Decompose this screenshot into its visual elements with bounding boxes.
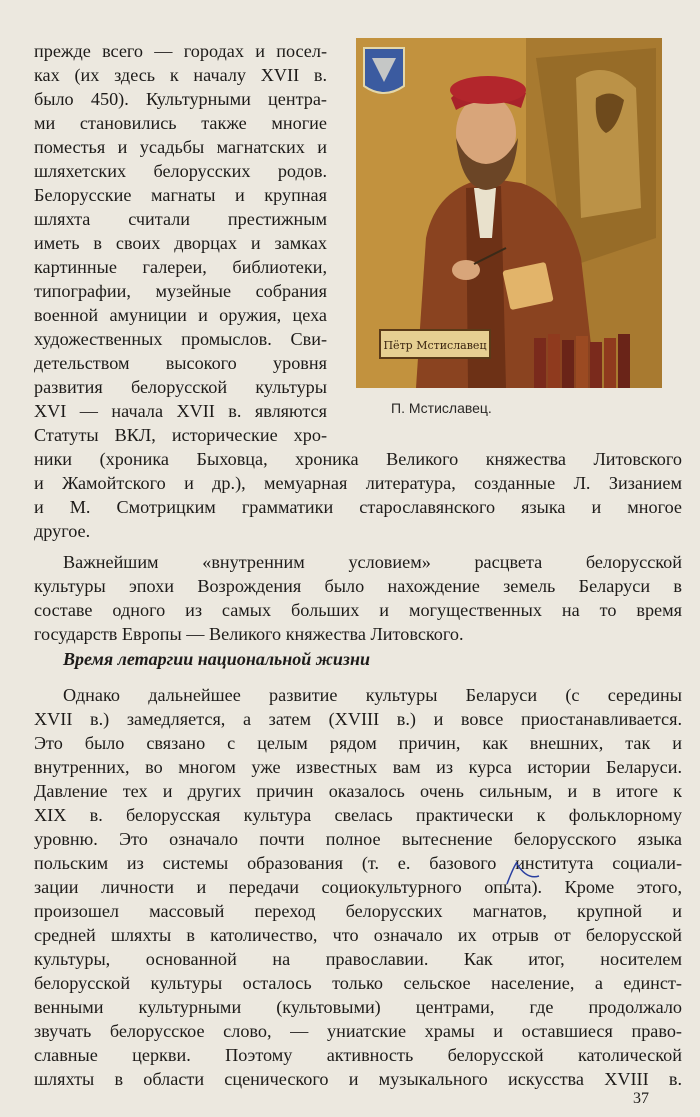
text-line: Однако дальнейшее развитие культуры Беларуси (с середины <box>63 685 682 705</box>
text-line: развития белорусской культуры <box>34 377 327 397</box>
text-line: произошел массовый переход белорусских магнатов, крупной и <box>34 901 682 921</box>
text-line: прежде всего — городах и посел- <box>34 41 327 61</box>
text-line: венными культурными (культовыми) центрами, где продолжало <box>34 997 682 1017</box>
text-line: звучать белорусское слово, — униатские храмы и оставшиеся право- <box>34 1021 682 1041</box>
text-line: белорусской культуры осталось только сельское население, а единст- <box>34 973 682 993</box>
text-line: и М. Смотрицким грамматики старославянского языка и многое <box>34 497 682 517</box>
text-line: Важнейшим «внутренним условием» расцвета белорусской <box>63 552 682 572</box>
text-line: шляхетских белорусских родов. <box>34 161 327 181</box>
text-line: уровню. Это означало почти полное вытеснение белорусского языка <box>34 829 682 849</box>
figure-caption: П. Мстиславец. <box>391 400 492 416</box>
text-line: шляхта считали престижным <box>34 209 327 229</box>
text-line: шляхты в области сценического и музыкального искусства XVIII в. <box>34 1069 682 1089</box>
text-line: славные церкви. Поэтому активность белорусской католической <box>34 1045 682 1065</box>
text-line: Белорусские магнаты и крупная <box>34 185 327 205</box>
text-line: и Жамойтского и др.), мемуарная литература, созданные Л. Зизанием <box>34 473 682 493</box>
text-line: ми становились также многие <box>34 113 327 133</box>
text-line: XIX в. белорусская культура свелась практически к фольклорному <box>34 805 682 825</box>
text-line: культуры, основанной на православии. Как итог, носителем <box>34 949 682 969</box>
text-line: Статуты ВКЛ, исторические хро- <box>34 425 327 445</box>
text-line: ках (их здесь к началу XVII в. <box>34 65 327 85</box>
text-line: XVII в.) замедляется, а затем (XVIII в.) и вовсе приостанавливается. <box>34 709 682 729</box>
text-line: зации личности и передачи социокультурного опыта). Кроме этого, <box>34 877 682 897</box>
portrait-plaque-text: Пётр Мстиславец <box>383 339 487 352</box>
text-line: XVI — начала XVII в. являются <box>34 401 327 421</box>
pen-mark-annotation <box>503 858 543 888</box>
text-line: картинные галереи, библиотеки, <box>34 257 327 277</box>
text-line: культуры эпохи Возрождения было нахождение земель Беларуси в <box>34 576 682 596</box>
text-line: внутренних, во многом уже известных вам из курса истории Беларуси. <box>34 757 682 777</box>
text-line: Это было связано с целым рядом причин, как внешних, так и <box>34 733 682 753</box>
text-line: государств Европы — Великого княжества Литовского. <box>34 624 464 644</box>
text-line: поместья и усадьбы магнатских и <box>34 137 327 157</box>
section-heading: Время летаргии национальной жизни <box>63 649 370 669</box>
text-line: другое. <box>34 521 91 541</box>
page-number: 37 <box>633 1090 649 1107</box>
text-line: ники (хроника Быховца, хроника Великого княжества Литовского <box>34 449 682 469</box>
portrait-illustration <box>356 38 662 388</box>
text-line: типографии, музейные собрания <box>34 281 327 301</box>
text-line: художественных промыслов. Сви- <box>34 329 327 349</box>
text-line: составе одного из самых больших и могущественных на то время <box>34 600 682 620</box>
text-line: средней шляхты в католичество, что означало их отрыв от белорусской <box>34 925 682 945</box>
text-line: иметь в своих дворцах и замках <box>34 233 327 253</box>
text-line: военной амуниции и оружия, цеха <box>34 305 327 325</box>
text-line: Давление тех и других причин оказалось очень сильным, и в итоге к <box>34 781 682 801</box>
text-line: польским из системы образования (т. е. базового института социали- <box>34 853 682 873</box>
text-line: детельством высокого уровня <box>34 353 327 373</box>
text-line: было 450). Культурными центра- <box>34 89 327 109</box>
